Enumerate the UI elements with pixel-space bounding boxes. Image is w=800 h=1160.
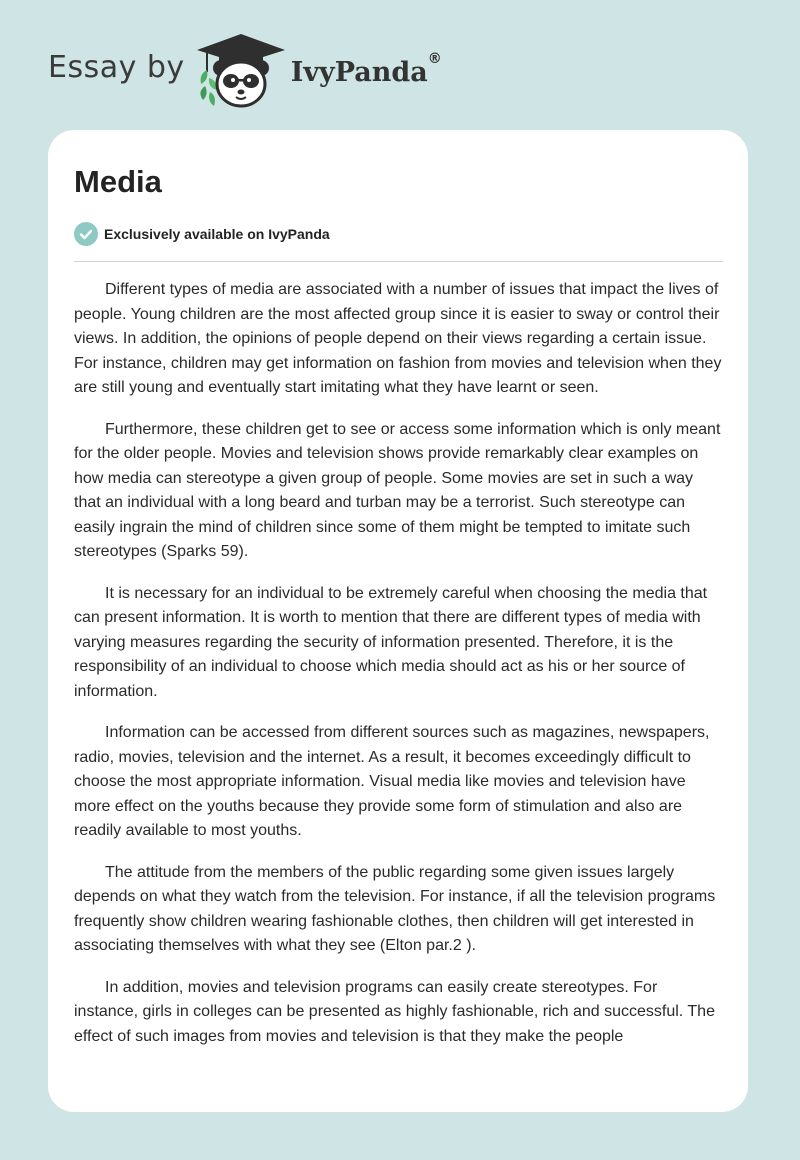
exclusive-label: Exclusively available on IvyPanda [104, 226, 330, 242]
essay-card [48, 130, 748, 1112]
paragraph-3: It is necessary for an individual to be extremely careful when choosing the media that can present information. It is worth to mention that there are different types of media with varying measures regarding the security of information presented. Therefore, it is the responsibility of an individual to choose which media should act as his or her source of information. [74, 584, 708, 700]
paragraph-2: Furthermore, these children get to see or access some information which is only meant for the older people. Movies and television shows provide remarkably clear examples on how media can stereotype a given group of people. Some movies are set in such a way that an individual with a long beard and turban may be a terrorist. Such stereotype can easily ingrain the mind of children since some of them might be tempted to imitate such stereotypes (Sparks 59). [74, 420, 721, 560]
site-header [48, 30, 442, 110]
brand-name [290, 50, 442, 88]
essay-body [74, 278, 724, 1066]
page-title: Media [74, 164, 162, 199]
paragraph-1: Different types of media are associated with a number of issues that impact the lives of people. Young children are the most affected group since it is easier to sway or control their views. In addition, the opinions of people depend on their views regarding a certain issue. For instance, children may get information on fashion from movies and television when they are still young and eventually start imitating what they have learnt or seen. [74, 281, 722, 396]
brand-prefix: Essay by [48, 49, 185, 85]
paragraph-6: In addition, movies and television programs can easily create stereotypes. For instance, girls in colleges can be presented as highly fashionable, rich and successful. The effect of such images from movies and television is that they make the people [74, 978, 715, 1045]
brand-name-text: IvyPanda [290, 56, 428, 88]
exclusive-badge [74, 222, 330, 246]
divider [74, 261, 723, 262]
graduation-panda-icon [195, 30, 287, 110]
check-circle-icon [74, 222, 98, 246]
paragraph-5: The attitude from the members of the public regarding some given issues largely depends on what they watch from the television. For instance, if all the television programs frequently show children wearing fashionable clothes, then children will get interested in associating themselves with what they see (Elton par.2 ). [74, 863, 716, 954]
paragraph-4: Information can be accessed from different sources such as magazines, newspapers, radio, movies, television and the internet. As a result, it becomes exceedingly difficult to choose the most appropriate information. Visual media like movies and television have more effect on the youths because they provide some form of stimulation and also are readily available to most youths. [74, 724, 710, 839]
registered-mark: ® [427, 50, 442, 67]
